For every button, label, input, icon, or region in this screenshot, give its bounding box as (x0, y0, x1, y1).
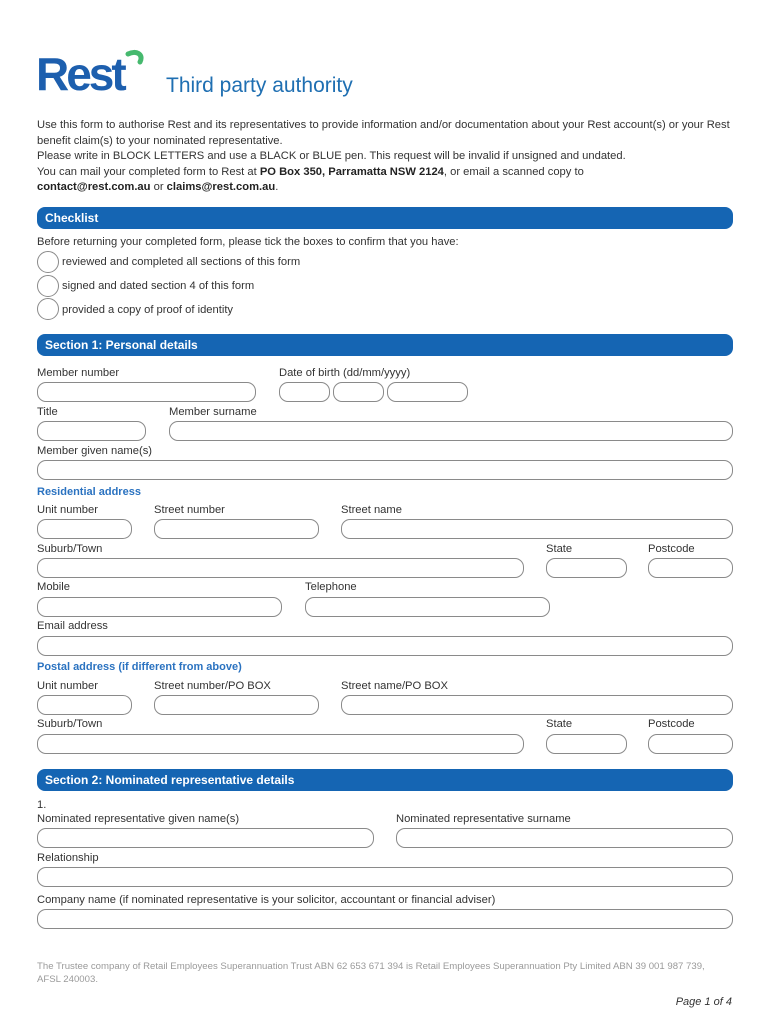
email-label: Email address (37, 620, 108, 632)
checklist-checkbox-2[interactable] (37, 275, 59, 297)
intro-paragraph-4: contact@rest.com.au or claims@rest.com.au. (37, 181, 279, 193)
postcode-label: Postcode (648, 543, 695, 555)
postcode-input[interactable] (648, 558, 733, 578)
dob-month-input[interactable] (333, 382, 384, 402)
checklist-item-2: signed and dated section 4 of this form (62, 280, 255, 292)
dob-label: Date of birth (dd/mm/yyyy) (279, 367, 411, 379)
street-name-label: Street name (341, 504, 402, 516)
telephone-label: Telephone (305, 581, 357, 593)
surname-label: Member surname (169, 406, 257, 418)
given-names-input[interactable] (37, 460, 733, 480)
rep-given-names-label: Nominated representative given name(s) (37, 813, 240, 825)
postal-address-heading: Postal address (if different from above) (37, 661, 242, 673)
rep-given-names-input[interactable] (37, 828, 374, 848)
postal-postcode-label: Postcode (648, 718, 695, 730)
relationship-label: Relationship (37, 852, 99, 864)
postal-unit-number-label: Unit number (37, 680, 98, 692)
checklist-checkbox-3[interactable] (37, 298, 59, 320)
mobile-label: Mobile (37, 581, 70, 593)
postal-street-number-input[interactable] (154, 695, 319, 715)
trustee-footer: The Trustee company of Retail Employees Superannuation Trust ABN 62 653 671 394 is Retail Employees Superannuation Pty Limited ABN 39 001 987 739, AFSL 240003. (37, 961, 705, 985)
suburb-input[interactable] (37, 558, 524, 578)
checklist-heading: Checklist (37, 207, 733, 229)
street-number-label: Street number (154, 504, 225, 516)
section1-heading: Section 1: Personal details (37, 334, 733, 356)
member-number-input[interactable] (37, 382, 256, 402)
residential-address-heading: Residential address (37, 486, 141, 498)
checklist-item-1: reviewed and completed all sections of this form (62, 256, 301, 268)
surname-input[interactable] (169, 421, 733, 441)
state-label: State (546, 543, 573, 555)
street-number-input[interactable] (154, 519, 319, 539)
intro-paragraph-1: Use this form to authorise Rest and its representatives to provide information and/or documentation about your Rest account(s) or your Rest benefit claim(s) to your nominated representative. (37, 119, 730, 147)
state-input[interactable] (546, 558, 627, 578)
postal-unit-number-input[interactable] (37, 695, 132, 715)
rest-logo (36, 48, 148, 98)
member-number-label: Member number (37, 367, 120, 379)
mobile-input[interactable] (37, 597, 282, 617)
unit-number-label: Unit number (37, 504, 98, 516)
checklist-instruction: Before returning your completed form, please tick the boxes to confirm that you have: (37, 236, 459, 248)
postal-postcode-input[interactable] (648, 734, 733, 754)
intro-paragraph-3: You can mail your completed form to Rest at PO Box 350, Parramatta NSW 2124, or email a scanned copy to (37, 165, 584, 178)
intro-paragraph-2: Please write in BLOCK LETTERS and use a BLACK or BLUE pen. This request will be invalid if unsigned and undated. (37, 150, 626, 162)
unit-number-input[interactable] (37, 519, 132, 539)
company-name-label: Company name (if nominated representative is your solicitor, accountant or financial adviser) (37, 894, 496, 906)
claims-email-link[interactable]: claims@rest.com.au (166, 181, 276, 193)
contact-email-link[interactable]: contact@rest.com.au (37, 181, 151, 193)
suburb-label: Suburb/Town (37, 543, 103, 555)
postal-street-name-label: Street name/PO BOX (341, 680, 448, 692)
page-number: Page 1 of 4 (675, 996, 732, 1008)
section2-heading: Section 2: Nominated representative details (37, 769, 733, 791)
postal-state-label: State (546, 718, 573, 730)
postal-suburb-input[interactable] (37, 734, 524, 754)
given-names-label: Member given name(s) (37, 445, 153, 457)
dob-day-input[interactable] (279, 382, 330, 402)
postal-street-number-label: Street number/PO BOX (154, 680, 271, 692)
company-name-input[interactable] (37, 909, 733, 929)
postal-street-name-input[interactable] (341, 695, 733, 715)
rep-surname-label: Nominated representative surname (396, 813, 571, 825)
po-box-address: PO Box 350, Parramatta NSW 2124 (259, 165, 444, 178)
checklist-checkbox-1[interactable] (37, 251, 59, 273)
telephone-input[interactable] (305, 597, 550, 617)
checklist-item-3: provided a copy of proof of identity (62, 304, 234, 316)
rep-surname-input[interactable] (396, 828, 733, 848)
title-label: Title (37, 406, 58, 418)
representative-number: 1. (37, 799, 47, 811)
email-input[interactable] (37, 636, 733, 656)
logo-leaf-icon (128, 52, 141, 62)
postal-suburb-label: Suburb/Town (37, 718, 103, 730)
page-title: Third party authority (166, 74, 353, 97)
dob-year-input[interactable] (387, 382, 468, 402)
rest-logo-text: Rest (36, 48, 124, 98)
postal-state-input[interactable] (546, 734, 627, 754)
intro-text (37, 118, 737, 196)
relationship-input[interactable] (37, 867, 733, 887)
street-name-input[interactable] (341, 519, 733, 539)
title-input[interactable] (37, 421, 146, 441)
